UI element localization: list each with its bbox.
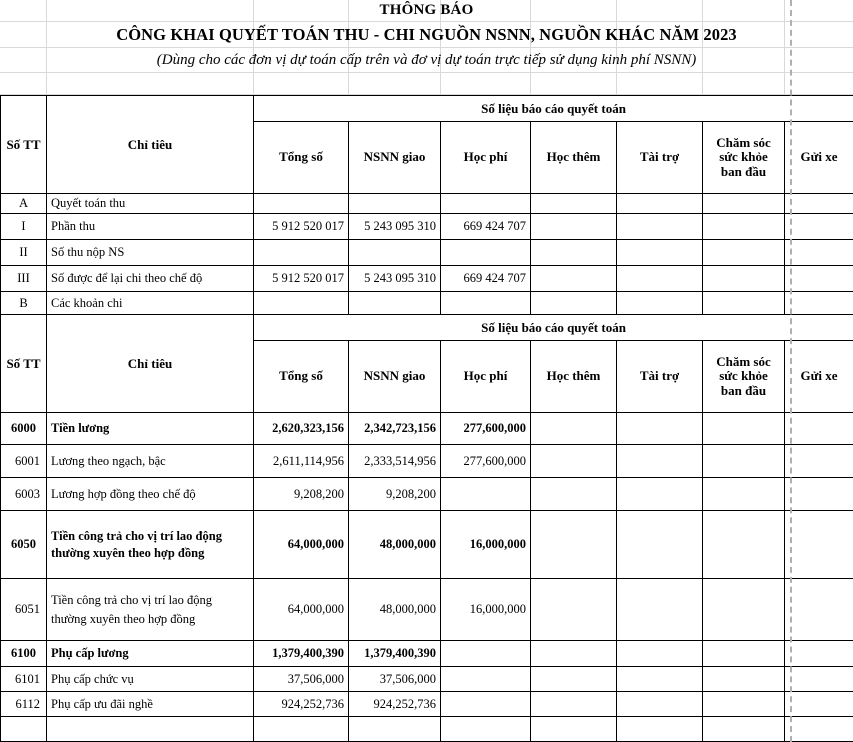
- row-tongso: 924,252,736: [254, 692, 349, 717]
- document-title: [0, 22, 853, 48]
- row-tongso: 64,000,000: [254, 511, 349, 579]
- table-row[interactable]: [1, 240, 853, 266]
- row-hocphi: [441, 717, 531, 742]
- row-hocthem: [531, 194, 617, 214]
- row-tongso: 5 912 520 017: [254, 214, 349, 240]
- row-label: Tiền lương: [47, 413, 254, 445]
- row-label: Lương theo ngạch, bậc: [47, 445, 254, 478]
- row-label: Phần thu: [47, 214, 254, 240]
- row-tongso: 5 912 520 017: [254, 266, 349, 292]
- row-nsnngiao: 37,506,000: [349, 667, 441, 692]
- table-row[interactable]: [1, 511, 853, 579]
- row-cssk: [703, 413, 785, 445]
- row-guixe: [785, 240, 853, 266]
- header-tongso-2: Tổng số: [254, 341, 349, 413]
- row-guixe: [785, 511, 853, 579]
- header-cssk-line2-1: sức khỏe: [707, 150, 780, 165]
- document-subtitle: [0, 48, 853, 73]
- row-cssk: [703, 692, 785, 717]
- row-cssk: [703, 445, 785, 478]
- row-stt: 6001: [1, 445, 47, 478]
- row-hocthem: [531, 511, 617, 579]
- row-nsnngiao: [349, 292, 441, 315]
- row-guixe: [785, 478, 853, 511]
- table-header-group-row-2: [1, 315, 853, 341]
- row-hocphi: 16,000,000: [441, 579, 531, 641]
- header-nsnngiao-1: NSNN giao: [349, 122, 441, 194]
- row-cssk: [703, 667, 785, 692]
- table-row[interactable]: [1, 413, 853, 445]
- row-tongso: [254, 240, 349, 266]
- budget-settlement-table: [0, 95, 853, 742]
- row-label: Phụ cấp chức vụ: [47, 667, 254, 692]
- row-taitro: [617, 579, 703, 641]
- row-stt: 6101: [1, 667, 47, 692]
- row-guixe: [785, 266, 853, 292]
- row-nsnngiao: 48,000,000: [349, 579, 441, 641]
- row-label: Tiền công trả cho vị trí lao động thường xuyên theo hợp đồng: [47, 579, 254, 641]
- row-label: Các khoản chi: [47, 292, 254, 315]
- header-cssk-line1-2: Chăm sóc: [707, 355, 780, 370]
- row-guixe: [785, 214, 853, 240]
- row-hocthem: [531, 692, 617, 717]
- row-taitro: [617, 445, 703, 478]
- row-hocthem: [531, 667, 617, 692]
- document-subtitle-text: (Dùng cho các đơn vị dự toán cấp trên và đơ vị dự toán trực tiếp sử dụng kinh phí NSNN): [157, 52, 697, 69]
- row-hocthem: [531, 292, 617, 315]
- row-tongso: [254, 194, 349, 214]
- row-guixe: [785, 692, 853, 717]
- row-cssk: [703, 266, 785, 292]
- header-hocthem-1: Học thêm: [531, 122, 617, 194]
- row-nsnngiao: [349, 240, 441, 266]
- row-hocthem: [531, 240, 617, 266]
- row-tongso: 9,208,200: [254, 478, 349, 511]
- row-label: [47, 717, 254, 742]
- row-guixe: [785, 292, 853, 315]
- header-group-label-1: Số liệu báo cáo quyết toán: [254, 96, 853, 122]
- row-hocphi: [441, 692, 531, 717]
- row-guixe: [785, 194, 853, 214]
- row-taitro: [617, 194, 703, 214]
- row-nsnngiao: 1,379,400,390: [349, 641, 441, 667]
- row-tongso: 2,611,114,956: [254, 445, 349, 478]
- row-nsnngiao: 2,342,723,156: [349, 413, 441, 445]
- row-hocthem: [531, 579, 617, 641]
- row-hocphi: [441, 194, 531, 214]
- document-title-text: CÔNG KHAI QUYẾT TOÁN THU - CHI NGUỒN NSNN, NGUỒN KHÁC NĂM 2023: [116, 25, 737, 45]
- row-hocthem: [531, 641, 617, 667]
- table-row[interactable]: [1, 579, 853, 641]
- header-tongso-1: Tổng số: [254, 122, 349, 194]
- row-nsnngiao: 48,000,000: [349, 511, 441, 579]
- header-nsnngiao-2: NSNN giao: [349, 341, 441, 413]
- row-hocphi: [441, 292, 531, 315]
- row-hocphi: 277,600,000: [441, 445, 531, 478]
- row-cssk: [703, 194, 785, 214]
- row-label: Phụ cấp ưu đãi nghề: [47, 692, 254, 717]
- header-stt-2: Số TT: [1, 315, 47, 413]
- row-taitro: [617, 667, 703, 692]
- row-cssk: [703, 717, 785, 742]
- header-taitro-1: Tài trợ: [617, 122, 703, 194]
- row-guixe: [785, 413, 853, 445]
- row-nsnngiao: 924,252,736: [349, 692, 441, 717]
- row-hocphi: [441, 478, 531, 511]
- row-cssk: [703, 579, 785, 641]
- header-group-label-2: Số liệu báo cáo quyết toán: [254, 315, 853, 341]
- row-hocphi: 669 424 707: [441, 266, 531, 292]
- row-hocphi: [441, 667, 531, 692]
- row-cssk: [703, 641, 785, 667]
- row-stt: 6003: [1, 478, 47, 511]
- row-nsnngiao: [349, 194, 441, 214]
- row-guixe: [785, 579, 853, 641]
- row-label: Quyết toán thu: [47, 194, 254, 214]
- row-stt: B: [1, 292, 47, 315]
- row-nsnngiao: 2,333,514,956: [349, 445, 441, 478]
- header-cssk-line3-2: ban đầu: [707, 384, 780, 399]
- row-taitro: [617, 717, 703, 742]
- table-row[interactable]: [1, 692, 853, 717]
- row-tongso: 64,000,000: [254, 579, 349, 641]
- row-taitro: [617, 413, 703, 445]
- row-tongso: 2,620,323,156: [254, 413, 349, 445]
- row-taitro: [617, 292, 703, 315]
- header-hocphi-2: Học phí: [441, 341, 531, 413]
- row-stt: A: [1, 194, 47, 214]
- table-row[interactable]: [1, 292, 853, 315]
- row-tongso: [254, 717, 349, 742]
- header-chitieu-2: Chỉ tiêu: [47, 315, 254, 413]
- row-taitro: [617, 511, 703, 579]
- row-nsnngiao: 5 243 095 310: [349, 266, 441, 292]
- row-label: Lương hợp đồng theo chế độ: [47, 478, 254, 511]
- header-chitieu-1: Chỉ tiêu: [47, 96, 254, 194]
- row-hocthem: [531, 413, 617, 445]
- row-cssk: [703, 240, 785, 266]
- row-cssk: [703, 292, 785, 315]
- row-hocthem: [531, 266, 617, 292]
- table-row[interactable]: [1, 194, 853, 214]
- header-guixe-1: Gửi xe: [785, 122, 853, 194]
- row-stt: 6050: [1, 511, 47, 579]
- header-hocthem-2: Học thêm: [531, 341, 617, 413]
- header-cssk-line3-1: ban đầu: [707, 165, 780, 180]
- table-row[interactable]: [1, 641, 853, 667]
- row-cssk: [703, 511, 785, 579]
- row-hocphi: 277,600,000: [441, 413, 531, 445]
- row-guixe: [785, 641, 853, 667]
- row-stt: 6112: [1, 692, 47, 717]
- table-row[interactable]: [1, 214, 853, 240]
- row-tongso: 1,379,400,390: [254, 641, 349, 667]
- header-cssk-line1-1: Chăm sóc: [707, 136, 780, 151]
- row-hocphi: [441, 641, 531, 667]
- table-row[interactable]: [1, 266, 853, 292]
- row-hocphi: 16,000,000: [441, 511, 531, 579]
- row-hocthem: [531, 717, 617, 742]
- row-taitro: [617, 478, 703, 511]
- document-heading: [0, 0, 853, 22]
- row-guixe: [785, 667, 853, 692]
- header-cssk-1: [703, 122, 785, 194]
- row-cssk: [703, 214, 785, 240]
- document-title-band: [0, 0, 853, 95]
- header-stt-1: Số TT: [1, 96, 47, 194]
- row-nsnngiao: [349, 717, 441, 742]
- row-stt: [1, 717, 47, 742]
- row-cssk: [703, 478, 785, 511]
- table-row[interactable]: [1, 667, 853, 692]
- header-cssk-2: [703, 341, 785, 413]
- header-guixe-2: Gửi xe: [785, 341, 853, 413]
- row-label: Phụ cấp lương: [47, 641, 254, 667]
- row-stt: 6051: [1, 579, 47, 641]
- header-hocphi-1: Học phí: [441, 122, 531, 194]
- row-nsnngiao: 5 243 095 310: [349, 214, 441, 240]
- header-taitro-2: Tài trợ: [617, 341, 703, 413]
- row-label: Tiền công trả cho vị trí lao động thường xuyên theo hợp đồng: [47, 511, 254, 579]
- table-row-partial[interactable]: [1, 717, 853, 742]
- row-label: Số thu nộp NS: [47, 240, 254, 266]
- row-taitro: [617, 240, 703, 266]
- row-taitro: [617, 692, 703, 717]
- row-stt: 6100: [1, 641, 47, 667]
- row-tongso: 37,506,000: [254, 667, 349, 692]
- table-row[interactable]: [1, 478, 853, 511]
- document-heading-text: THÔNG BÁO: [380, 2, 474, 19]
- table-header-group-row-1: [1, 96, 853, 122]
- spacer-row: [0, 73, 853, 95]
- row-taitro: [617, 266, 703, 292]
- row-taitro: [617, 214, 703, 240]
- row-hocphi: 669 424 707: [441, 214, 531, 240]
- header-cssk-line2-2: sức khỏe: [707, 369, 780, 384]
- row-hocthem: [531, 478, 617, 511]
- row-label: Số được để lại chi theo chế độ: [47, 266, 254, 292]
- row-guixe: [785, 717, 853, 742]
- row-taitro: [617, 641, 703, 667]
- row-hocphi: [441, 240, 531, 266]
- row-stt: I: [1, 214, 47, 240]
- table-row[interactable]: [1, 445, 853, 478]
- row-stt: II: [1, 240, 47, 266]
- row-stt: 6000: [1, 413, 47, 445]
- row-stt: III: [1, 266, 47, 292]
- row-hocthem: [531, 445, 617, 478]
- row-tongso: [254, 292, 349, 315]
- row-hocthem: [531, 214, 617, 240]
- row-nsnngiao: 9,208,200: [349, 478, 441, 511]
- row-guixe: [785, 445, 853, 478]
